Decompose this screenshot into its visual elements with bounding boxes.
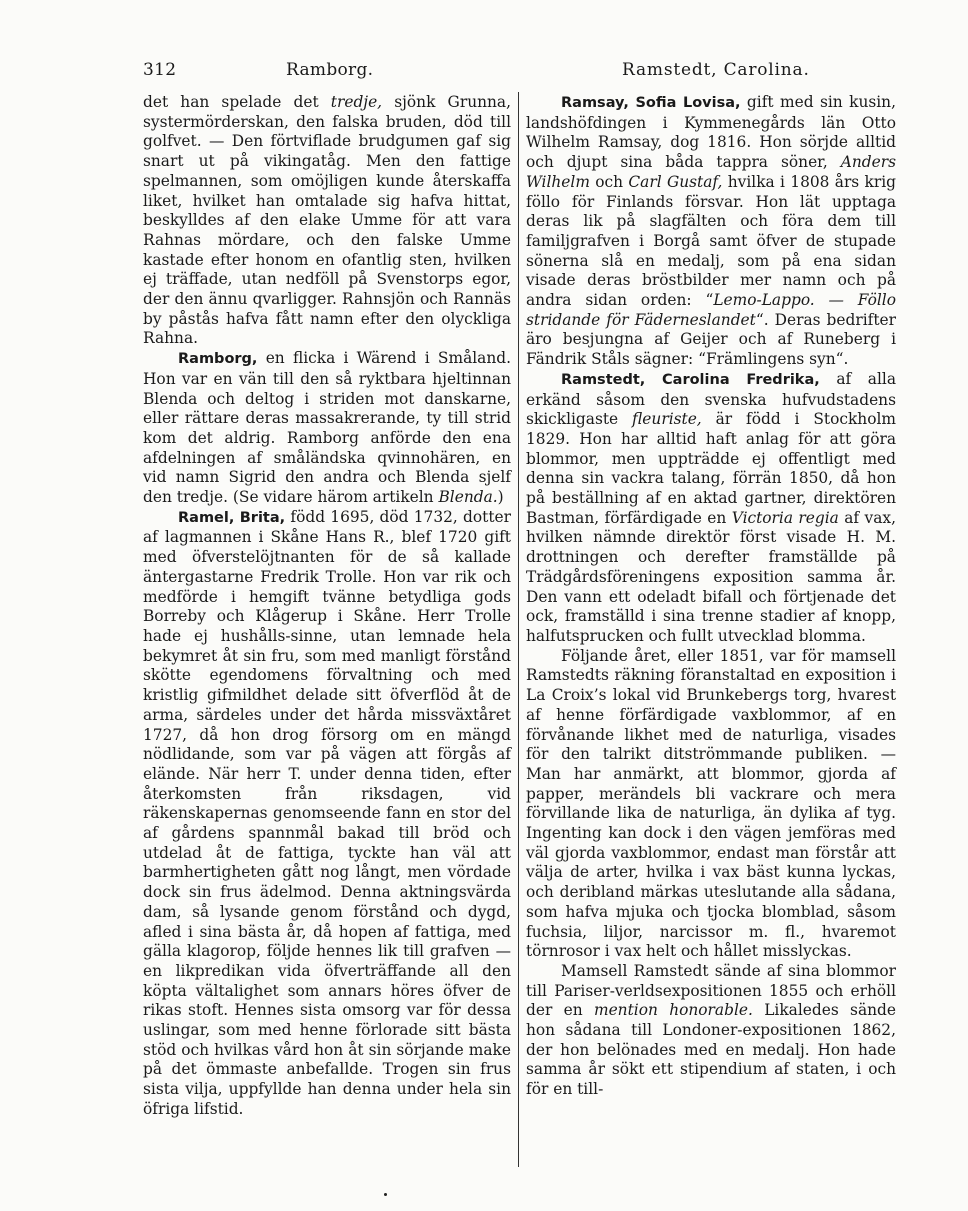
text-run: Likaledes sände hon sådana till Londoner-expositionen 1862, der hon belönades med en medalj. Hon hade samma år sökt ett stipendium af staten, i och för en till- bbox=[526, 1001, 896, 1099]
text-run: det han spelade det bbox=[143, 93, 331, 111]
text-run: af alla erkänd såsom den svenska hufvudstadens skickligaste bbox=[526, 369, 896, 429]
italic-run: Carl Gustaf, bbox=[628, 172, 723, 191]
page-number: 312 bbox=[143, 60, 177, 80]
text-run: och bbox=[589, 172, 629, 191]
left-column bbox=[143, 93, 511, 1120]
left-running-head: Ramborg. bbox=[286, 60, 374, 80]
italic-run: tredje, bbox=[330, 93, 383, 111]
entry-headword: Ramborg, bbox=[178, 351, 258, 368]
entry-ramel-brita bbox=[143, 508, 511, 1120]
text-run: en flicka i Wärend i Småland. Hon var en vän till den så ryktbara hjeltinnan Blenda och deltog i striden mot danskarne, eller rättare deras massakrerande, ty till strid kom det aldrig. Ramborg anförde den ena afdelningen af småländska qvinnohären, en vid namn Sigrid den andra och Blenda sjelf den tredje. (Se vidare härom artikeln bbox=[143, 349, 511, 507]
paragraph-exposition-1851 bbox=[526, 647, 896, 962]
text-run: hvilka i 1808 års krig föllo för Finlands försvar. Hon lät upptaga deras lik på slagfälten och föra dem till familjgrafven i Borgå samt öfver de stupade sönerna slå en medalj, som på ena sidan visade deras bröstbilder mer namn och på andra sidan orden: “ bbox=[526, 172, 896, 310]
italic-run: fleuriste, bbox=[632, 410, 702, 429]
italic-run: Anders Wilhelm bbox=[526, 153, 896, 191]
italic-run: Blenda. bbox=[438, 488, 498, 507]
right-column bbox=[526, 93, 896, 1100]
entry-ramborg bbox=[143, 349, 511, 508]
text-run: sjönk Grunna, systermörderskan, den falska bruden, död till golfvet. — Den förtviflade brudgumen gaf sig snart ut på vikingatåg. Men den fattige spelmannen, som omöjligen kunde återskaffa liket, hvilket han omtalade sig hafva hittat, beskylldes af den elake Umme för att vara Rahnas mördare, och den falske Umme kastade efter honom en ofantlig sten, hvilken ej träffade, utan nedföll på Svenstorps egor, der den ännu qvarligger. Rahnsjön och Rannäs by påstås hafva fått namn efter den olyckliga Rahna. bbox=[143, 93, 511, 348]
entry-headword: Ramsay, Sofia Lovisa, bbox=[561, 95, 741, 111]
text-run: gift med sin kusin, landshöfdingen i Kymmenegårds län Otto Wilhelm Ramsay, dog 1816. Hon sörjde alltid och djupt sina båda tappra söner, bbox=[526, 93, 896, 172]
italic-run: mention honorable. bbox=[593, 1001, 753, 1020]
paragraph-paris-exposition bbox=[526, 962, 896, 1100]
entry-headword: Ramstedt, Carolina Fredrika, bbox=[561, 371, 820, 388]
text-run: “. Deras bedrifter äro besjungna af Geijer och af Runeberg i Fändrik Ståls sägner: “Främlingens syn“. bbox=[526, 310, 896, 369]
paragraph-rahna-end bbox=[143, 93, 511, 349]
text-run: af vax, hvilken nämnde direktör först visade H. M. drottningen och derefter framställde på Trädgårdsföreningens exposition samma år. Den vann ett odeladt bifall och förtjenade det ock, framställd i sina trenne stadier af knopp, halfutsprucken och fullt utvecklad blomma. bbox=[526, 508, 896, 645]
italic-run: Lemo-Lappo. — Föllo stridande för Fäderneslandet bbox=[526, 291, 896, 329]
right-running-head: Ramstedt, Carolina. bbox=[622, 60, 810, 80]
text-run: ) bbox=[497, 488, 504, 507]
entry-ramsay-sofia bbox=[526, 93, 896, 370]
entry-ramstedt-carolina bbox=[526, 370, 896, 647]
text-run: Mamsell Ramstedt sände af sina blommor till Pariser-verldsexpositionen 1855 och erhöll der en bbox=[526, 961, 896, 1020]
italic-run: Victoria regia bbox=[731, 508, 839, 527]
column-divider bbox=[518, 92, 519, 1167]
print-speck bbox=[384, 1193, 387, 1196]
entry-headword: Ramel, Brita, bbox=[178, 509, 286, 526]
text-run: född 1695, död 1732, dotter af lagmannen i Skåne Hans R., blef 1720 gift med öfverstelöjtnanten för de så kallade äntergastarne Fredrik Trolle. Hon var rik och medförde i hemgift tvänne betydliga gods Borreby och Klågerup i Skåne. Herr Trolle hade ej hushålls-sinne, utan lemnade hela bekymret åt sin fru, som med manligt förstånd skötte egendomens förvaltning och med kristlig gifmildhet delade sitt öfverflöd åt de arma, särdeles under det hårda missväxtåret 1727, då hon drog försorg om en mängd nödlidande, som var på vägen att förgås af elände. När herr T. under denna tiden, efter återkomsten från riksdagen, vid räkenskapernas genomseende fann en stor del af gårdens spannmål bakad till bröd och utdelad åt de fattiga, tyckte han väl att barmhertigheten gått nog långt, men vördade dock sin frus ädelmod. Denna aktningsvärda dam, så lysande genom förstånd och dygd, afled i sina bästa år, då hopen af fattiga, med gälla klagorop, följde hennes lik till grafven — en likpredikan vida öfverträffande all den köpta vältalighet som annars höres öfver de rikas stoft. Hennes sista omsorg var för dessa uslingar, som med henne förlorade sitt bästa stöd och hvilkas vård hon åt sin sörjande make på det ömmaste anbefallde. Trogen sin frus sista vilja, uppfyllde han denna under hela sin öfriga lifstid. bbox=[143, 507, 511, 1118]
text-run: är född i Stockholm 1829. Hon har alltid haft anlag för att göra blommor, men uppträdde ej offentligt med denna sin vackra talang, förrän 1850, då hon på beställning af en aktad gartner, direktören Bastman, förfärdigade en bbox=[526, 410, 896, 527]
text-run: Följande året, eller 1851, var för mamsell Ramstedts räkning föranstaltad en exposition i La Croix’s lokal vid Brunkebergs torg, hvarest af henne förfärdigade vaxblommor, af en förvånande likhet med de naturliga, visades för den talrikt ditströmmande publiken. — Man har anmärkt, att blommor, gjorda af papper, merändels bli vackrare och mera förvillande lika de naturliga, än dylika af tyg. Ingenting kan dock i den vägen jemföras med väl gjorda vaxblommor, endast man förstår att välja de arter, hvilka i vax bäst kunna lyckas, och deribland märkas uteslutande alla sådana, som hafva mjuka och tjocka blomblad, såsom fuchsia, liljor, narcissor m. fl., hvaremot törnrosor i vax helt och hållet misslyckas. bbox=[526, 646, 896, 961]
